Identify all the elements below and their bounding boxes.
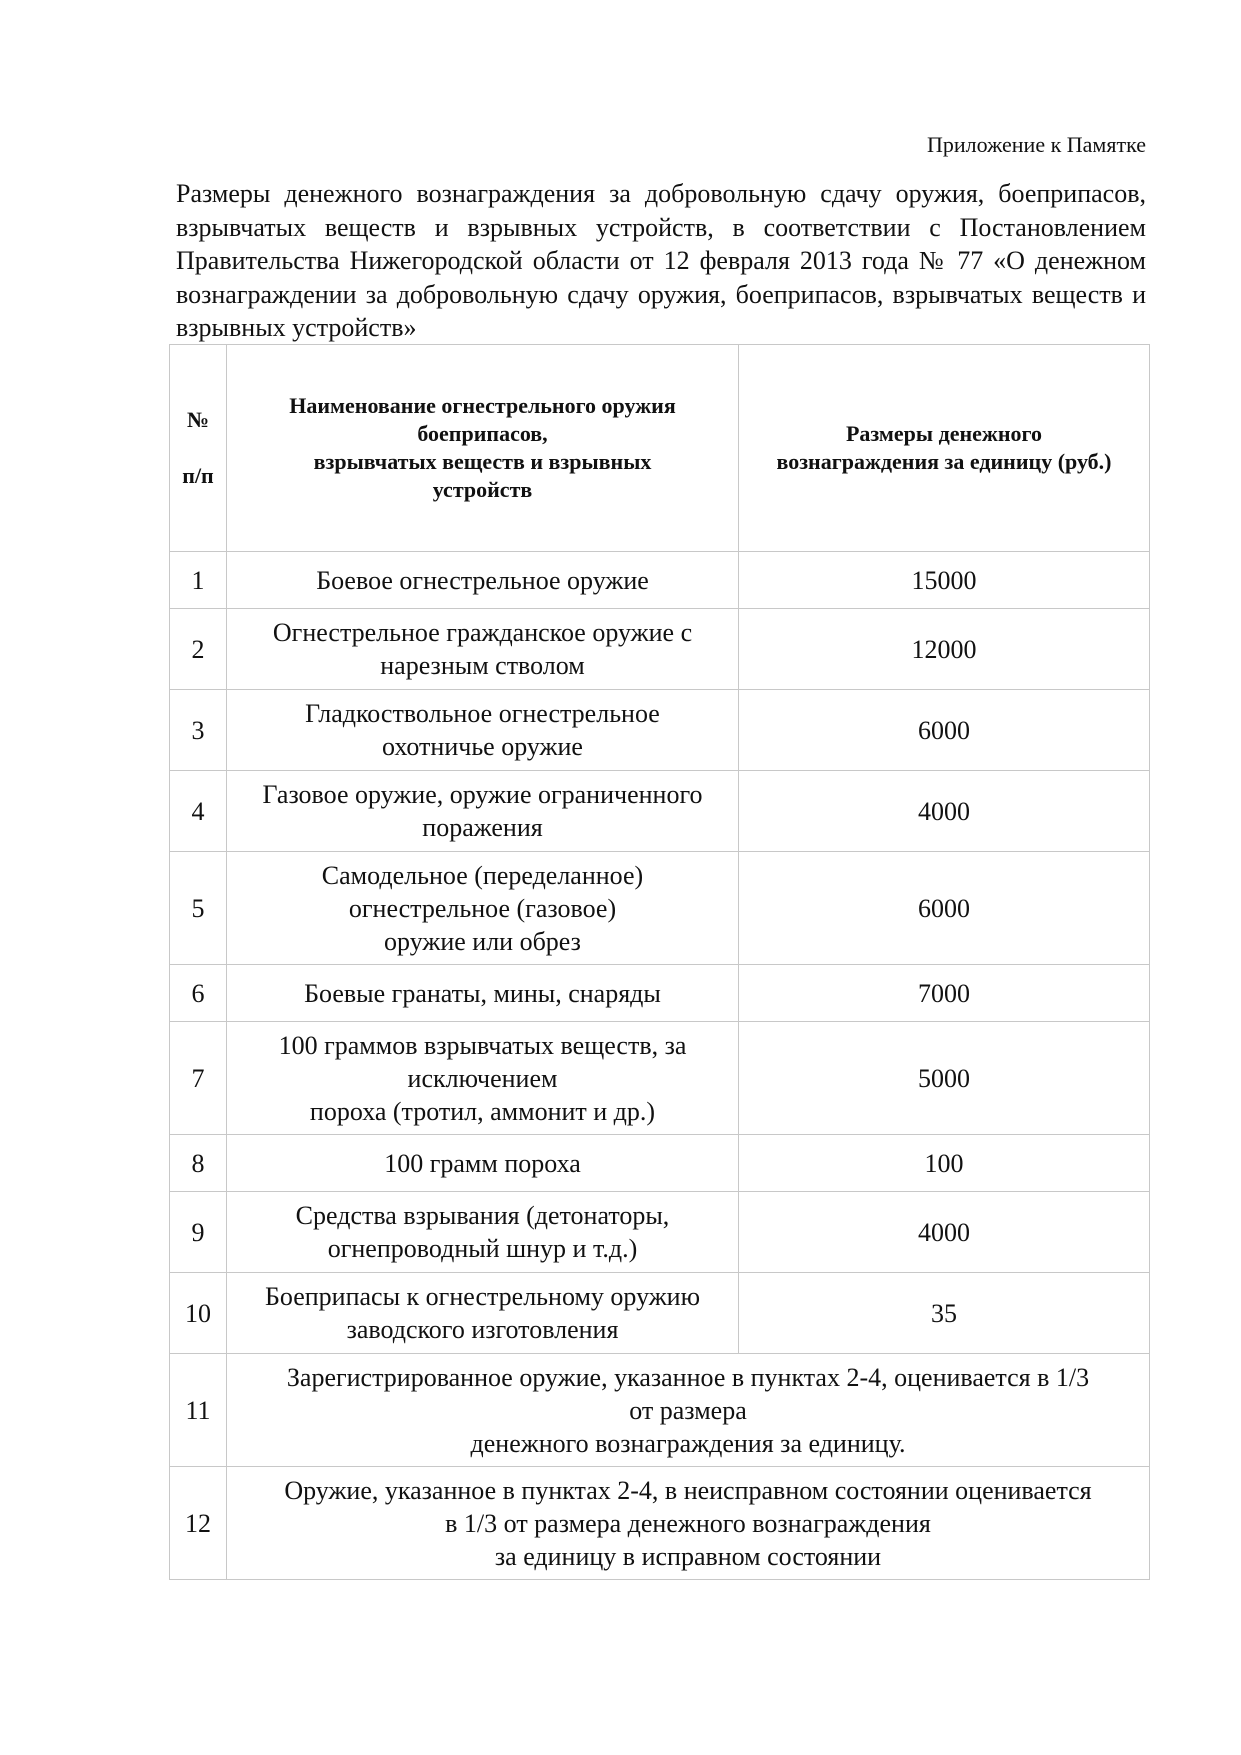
row-value: 4000 [739,771,1150,852]
table-row [170,965,1150,1022]
row-name: Средства взрывания (детонаторы, огнепроводный шнур и т.д.) [227,1192,739,1273]
header-number: № п/п [170,345,227,552]
table-row [170,852,1150,965]
annex-label: Приложение к Памятке [927,132,1146,157]
row-name: 100 грамм пороха [227,1135,739,1192]
row-value: 5000 [739,1022,1150,1135]
row-number: 7 [170,1022,227,1135]
row-number: 2 [170,609,227,690]
row-number: 12 [170,1467,227,1580]
note-text: Оружие, указанное в пунктах 2-4, в неисправном состоянии оценивается в 1/3 от размера денежного вознаграждения за единицу в исправном состоянии [227,1467,1150,1580]
row-number: 3 [170,690,227,771]
table-row [170,1022,1150,1135]
row-name: Боевое огнестрельное оружие [227,552,739,609]
row-name: 100 граммов взрывчатых веществ, за исключением пороха (тротил, аммонит и др.) [227,1022,739,1135]
row-number: 8 [170,1135,227,1192]
row-number: 5 [170,852,227,965]
row-number: 6 [170,965,227,1022]
table-row [170,1192,1150,1273]
row-name: Огнестрельное гражданское оружие с нарезным стволом [227,609,739,690]
row-name: Самодельное (переделанное) огнестрельное (газовое) оружие или обрез [227,852,739,965]
row-value: 7000 [739,965,1150,1022]
note-text: Зарегистрированное оружие, указанное в пунктах 2-4, оценивается в 1/3 от размера денежного вознаграждения за единицу. [227,1354,1150,1467]
row-name: Газовое оружие, оружие ограниченного поражения [227,771,739,852]
table-row [170,609,1150,690]
header-value: Размеры денежного вознаграждения за единицу (руб.) [739,345,1150,552]
row-value: 15000 [739,552,1150,609]
table-note-row [170,1467,1150,1580]
row-value: 100 [739,1135,1150,1192]
row-name: Гладкоствольное огнестрельное охотничье оружие [227,690,739,771]
row-number: 10 [170,1273,227,1354]
row-value: 6000 [739,690,1150,771]
row-name: Боевые гранаты, мины, снаряды [227,965,739,1022]
row-name: Боеприпасы к огнестрельному оружию заводского изготовления [227,1273,739,1354]
table-row [170,552,1150,609]
row-number: 4 [170,771,227,852]
row-value: 35 [739,1273,1150,1354]
award-table [169,344,1150,1580]
row-value: 4000 [739,1192,1150,1273]
row-number: 11 [170,1354,227,1467]
row-number: 1 [170,552,227,609]
header-name: Наименование огнестрельного оружия боеприпасов, взрывчатых веществ и взрывных устройств [227,345,739,552]
row-value: 12000 [739,609,1150,690]
table-row [170,771,1150,852]
row-value: 6000 [739,852,1150,965]
table-header-row [170,345,1150,552]
row-number: 9 [170,1192,227,1273]
table-row [170,1135,1150,1192]
table-row [170,690,1150,771]
table-note-row [170,1354,1150,1467]
table-row [170,1273,1150,1354]
document-intro: Размеры денежного вознаграждения за добровольную сдачу оружия, боеприпасов, взрывчатых веществ и взрывных устройств, в соответствии с Постановлением Правительства Нижегородской области от 12 февраля 2013 года № 77 «О денежном вознаграждении за добровольную сдачу оружия, боеприпасов, взрывчатых веществ и взрывных устройств» [176,179,1146,342]
